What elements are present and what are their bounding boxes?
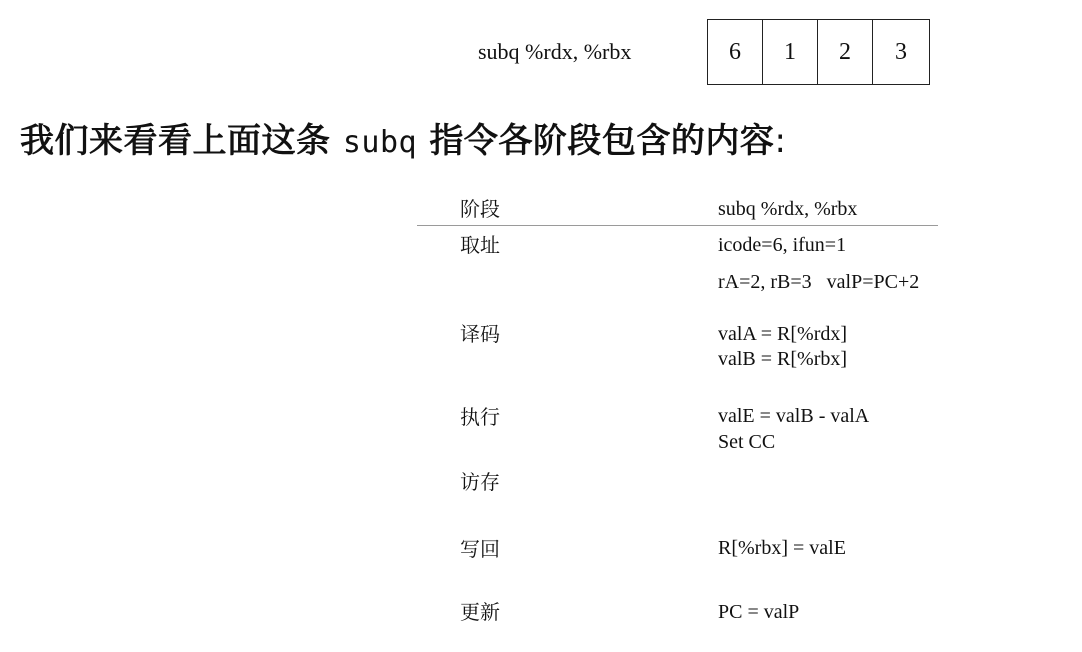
encoding-byte-ifun: 1 [763,20,818,84]
heading-code: subq [342,125,418,160]
encoding-byte-icode: 6 [708,20,763,84]
table-header-stage: 阶段 [460,197,500,221]
stage-name-memory: 访存 [460,470,500,494]
encoding-byte-boxes [707,19,930,85]
stage-name-execute: 执行 [460,405,500,429]
heading-text-after: 指令各阶段包含的内容 [429,121,775,161]
stage-value-line: icode=6, ifun=1 [718,234,847,256]
stage-name-fetch: 取址 [460,233,500,257]
stage-name-pc-update: 更新 [460,600,500,624]
heading-text-before: 我们来看看上面这条 [20,121,331,161]
stage-value-line: rA=2, rB=3 valP=PC+2 [718,271,920,293]
table-header-rule [417,225,938,226]
section-heading [20,118,786,166]
stage-value-line: R[%rbx] = valE [718,537,846,559]
heading-colon: : [774,121,787,161]
stage-value-line: Set CC [718,431,776,453]
stage-value-line: valA = R[%rdx] [718,323,848,345]
encoding-byte-ra: 2 [818,20,873,84]
stage-value-line: PC = valP [718,601,800,623]
encoding-byte-rb: 3 [895,38,907,65]
table-header-instruction: subq %rdx, %rbx [718,198,858,220]
stage-value-line: valE = valB - valA [718,405,870,427]
instruction-label: subq %rdx, %rbx [478,39,632,64]
stage-name-writeback: 写回 [460,537,500,561]
stage-value-line: valB = R[%rbx] [718,348,848,370]
stage-name-decode: 译码 [460,322,500,346]
